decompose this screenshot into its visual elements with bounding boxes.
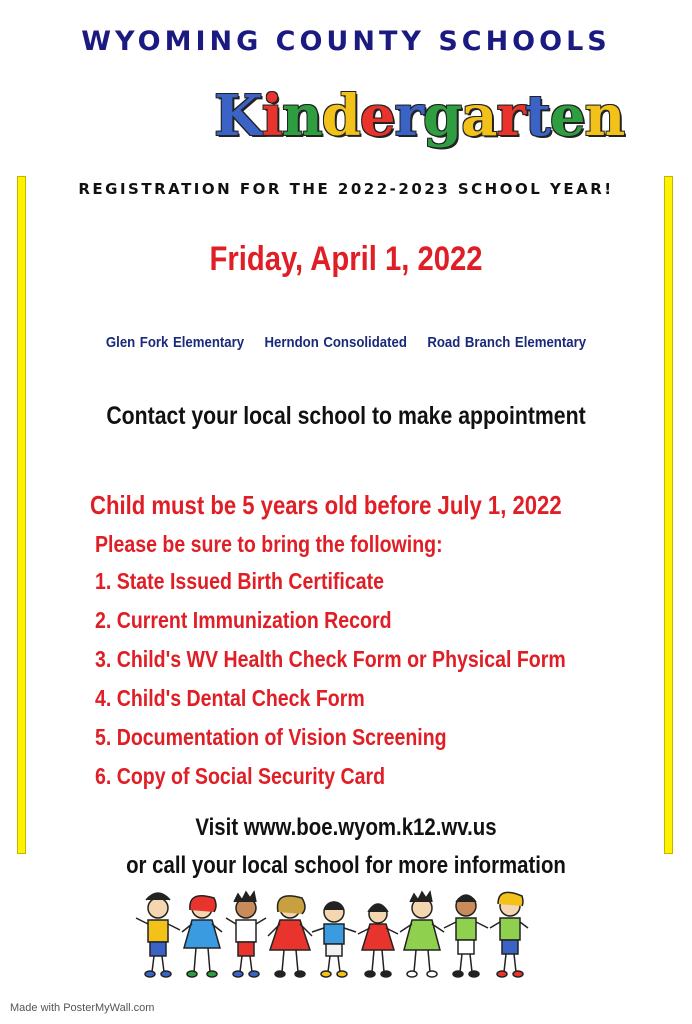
logo-letter: d <box>321 83 360 149</box>
school-name: Herndon Consolidated <box>264 334 407 351</box>
call-line: or call your local school for more information <box>126 852 566 879</box>
logo-letter: r <box>496 83 525 149</box>
kid-figure <box>268 896 312 977</box>
logo-letter: g <box>422 83 462 149</box>
kid-figure <box>226 892 266 977</box>
logo-letter: n <box>584 83 625 149</box>
left-yellow-border <box>17 176 26 854</box>
list-item: 5. Documentation of Vision Screening <box>95 724 447 750</box>
list-item: 1. State Issued Birth Certificate <box>95 568 384 594</box>
registration-date: Friday, April 1, 2022 <box>209 240 483 278</box>
kid-figure <box>136 893 180 977</box>
kid-figure <box>182 896 222 977</box>
kid-figure <box>358 904 398 977</box>
logo-letter: i <box>261 83 282 149</box>
logo-letter: r <box>394 83 423 149</box>
logo-letter: e <box>549 83 585 149</box>
logo-letter: K <box>214 83 262 149</box>
school-name: Road Branch Elementary <box>427 334 587 351</box>
list-item: 6. Copy of Social Security Card <box>95 763 386 789</box>
logo-letter: e <box>359 83 395 149</box>
kid-figure <box>312 902 356 977</box>
list-item: 4. Child's Dental Check Form <box>95 685 365 711</box>
registration-heading: REGISTRATION FOR THE 2022-2023 SCHOOL YEAR! <box>78 180 614 198</box>
requirements-list <box>95 566 649 800</box>
bring-intro: Please be sure to bring the following: <box>95 531 443 557</box>
kid-figure <box>490 892 528 977</box>
kid-figure <box>444 895 488 977</box>
kindergarten-logo <box>214 80 625 160</box>
list-item: 3. Child's WV Health Check Form or Physical Form <box>95 646 566 672</box>
contact-note: Contact your local school to make appointment <box>106 402 586 430</box>
poster-title: WYOMING COUNTY SCHOOLS <box>81 26 611 57</box>
kid-figure <box>400 892 444 977</box>
logo-letter: a <box>461 83 497 149</box>
age-requirement: Child must be 5 years old before July 1, 2022 <box>90 490 562 520</box>
logo-letter: t <box>524 83 550 149</box>
list-item: 2. Current Immunization Record <box>95 607 392 633</box>
right-yellow-border <box>664 176 673 854</box>
website-line: Visit www.boe.wyom.k12.wv.us <box>195 814 497 841</box>
school-list <box>42 334 651 351</box>
school-name: Glen Fork Elementary <box>105 334 245 351</box>
children-illustration <box>130 888 530 980</box>
logo-letter: n <box>281 83 322 149</box>
poster-credit: Made with PosterMyWall.com <box>10 1002 155 1014</box>
